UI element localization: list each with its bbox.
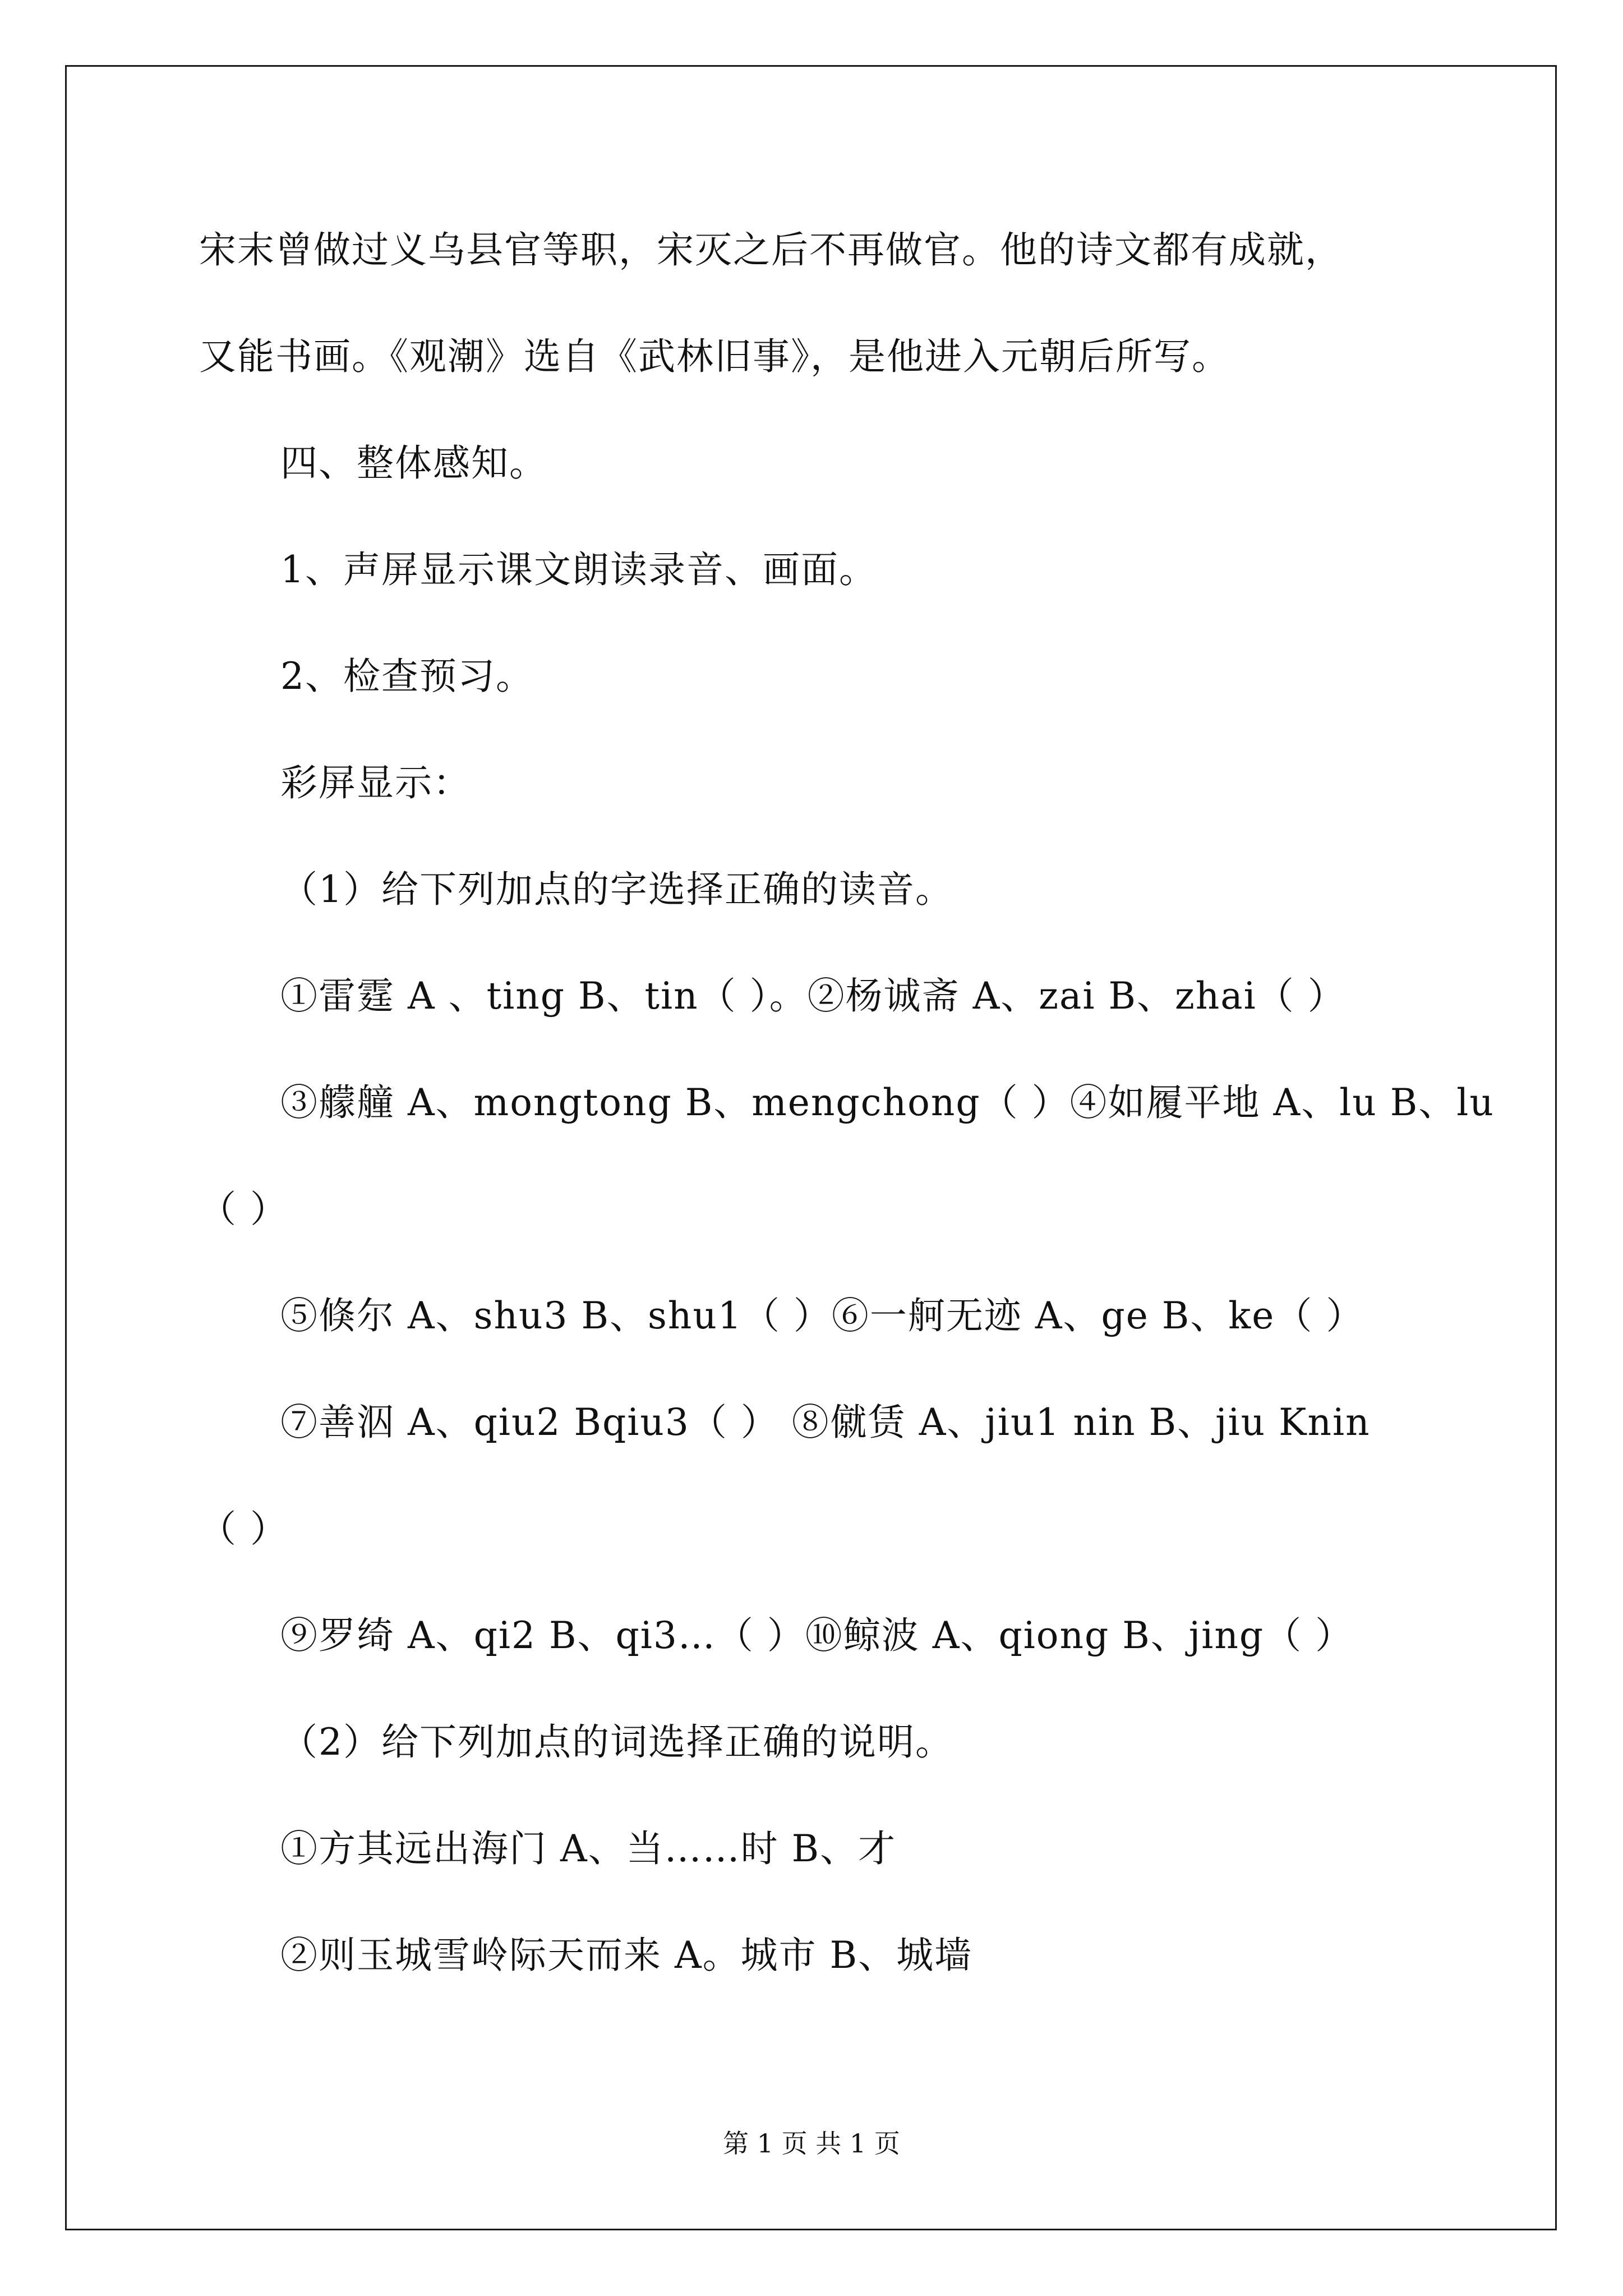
text-line-step-1: 1、声屏显示课文朗读录音、画面。	[280, 548, 877, 591]
text-line-1: 宋末曾做过义乌县官等职，宋灭之后不再做官。他的诗文都有成就，	[199, 228, 1343, 272]
pronunciation-item-4-blank: （ ）	[199, 1188, 288, 1231]
meaning-item-1: ①方其远出海门 A、当……时 B、才	[280, 1827, 897, 1870]
question-1-heading: （1）给下列加点的字选择正确的读音。	[280, 868, 953, 911]
section-heading-overall-perception: 四、整体感知。	[280, 441, 547, 485]
pronunciation-item-8-blank: （ ）	[199, 1507, 288, 1550]
pronunciation-items-1-2: ①雷霆 A 、ting B、tin（ ）。②杨诚斋 A、zai B、zhai（ ）	[280, 974, 1346, 1018]
text-line-step-2: 2、检查预习。	[280, 655, 534, 698]
text-line-color-screen: 彩屏显示：	[280, 761, 471, 804]
pronunciation-items-7-8: ⑦善泅 A、qiu2 Bqiu3（ ） ⑧僦赁 A、jiu1 nin B、jiu Knin	[280, 1401, 1371, 1444]
pronunciation-items-9-10: ⑨罗绮 A、qi2 B、qi3…（ ）⑩鲸波 A、qiong B、jing（ ）	[280, 1614, 1354, 1657]
meaning-item-2: ②则玉城雪岭际天而来 A。城市 B、城墙	[280, 1934, 973, 1977]
pronunciation-items-5-6: ⑤倏尔 A、shu3 B、shu1（ ）⑥一舸无迹 A、ge B、ke（ ）	[280, 1294, 1364, 1337]
question-2-heading: （2）给下列加点的词选择正确的说明。	[280, 1720, 953, 1764]
page-number-footer: 第 1 页 共 1 页	[723, 2128, 900, 2159]
page-border	[65, 65, 1557, 2230]
text-line-2: 又能书画。《观潮》选自《武林旧事》，是他进入元朝后所写。	[199, 335, 1230, 378]
pronunciation-items-3-4: ③艨艟 A、mongtong B、mengchong（ ）④如履平地 A、lu B、lu	[280, 1081, 1495, 1124]
